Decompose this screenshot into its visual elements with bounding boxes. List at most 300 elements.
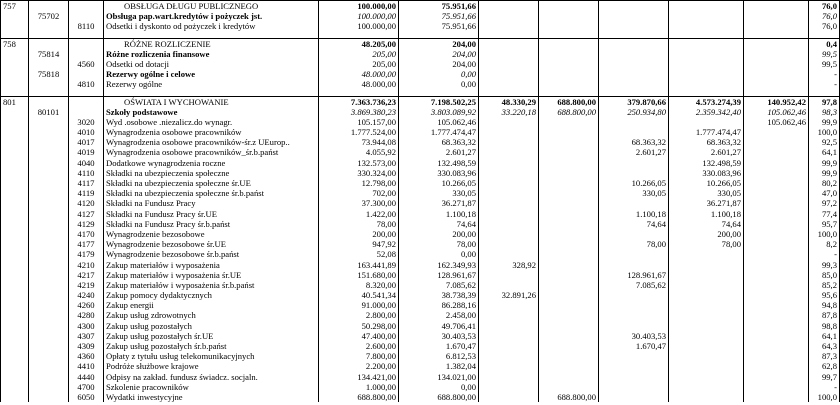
dzial-cell: [1, 361, 29, 371]
col10-cell: 105.062,46: [744, 107, 809, 117]
dzial-cell: [1, 382, 29, 392]
paragraph-row: [1, 372, 840, 382]
dzial-cell: [1, 372, 29, 382]
col8-cell: [599, 49, 669, 59]
rozdzial-cell: [29, 137, 69, 147]
paragraf-cell: [69, 1, 104, 12]
col9-cell: [669, 49, 744, 59]
col9-cell: [669, 38, 744, 49]
rozdzial-cell: [29, 260, 69, 270]
paragraf-cell: 4280: [69, 310, 104, 320]
col9-cell: 10.266,05: [669, 178, 744, 188]
name-cell: Podróże służbowe krajowe: [104, 361, 319, 371]
wykonanie-cell: 36.271,87: [399, 198, 479, 208]
plan-cell: 688.800,00: [319, 392, 399, 402]
rozdzial-cell: [29, 38, 69, 49]
plan-cell: 100.000,00: [319, 21, 399, 31]
col6-cell: [479, 188, 539, 198]
col6-cell: 48.330,29: [479, 96, 539, 107]
col10-cell: [744, 229, 809, 239]
wykonanie-cell: 105.062,46: [399, 117, 479, 127]
col9-cell: [669, 300, 744, 310]
col7-cell: [539, 11, 599, 21]
col6-cell: [479, 178, 539, 188]
col9-cell: 132.498,59: [669, 158, 744, 168]
name-cell: Zakup materiałów i wyposażenia śr.b.państ: [104, 280, 319, 290]
paragraf-cell: 4017: [69, 137, 104, 147]
dzial-cell: [1, 178, 29, 188]
wykonanie-cell: 204,00: [399, 59, 479, 69]
budget-table-body: [1, 1, 840, 403]
plan-cell: 134.421,00: [319, 372, 399, 382]
col8-cell: 1.100,18: [599, 209, 669, 219]
dzial-cell: [1, 198, 29, 208]
percent-cell: 87,8: [809, 310, 840, 320]
plan-cell: 2.800,00: [319, 310, 399, 320]
wykonanie-cell: 7.198.502,25: [399, 96, 479, 107]
plan-cell: 48.205,00: [319, 38, 399, 49]
percent-cell: 100,0: [809, 229, 840, 239]
col6-cell: [479, 11, 539, 21]
rozdzial-cell: [29, 188, 69, 198]
percent-cell: 76,0: [809, 21, 840, 31]
paragraf-cell: 4127: [69, 209, 104, 219]
paragraf-cell: [69, 11, 104, 21]
percent-cell: 47,0: [809, 188, 840, 198]
col9-cell: 330,05: [669, 188, 744, 198]
wykonanie-cell: 68.363,32: [399, 137, 479, 147]
col6-cell: [479, 168, 539, 178]
plan-cell: 105.157,00: [319, 117, 399, 127]
plan-cell: 2.600,00: [319, 341, 399, 351]
col9-cell: [669, 270, 744, 280]
col8-cell: [599, 260, 669, 270]
rozdzial-cell: [29, 1, 69, 12]
col7-cell: [539, 260, 599, 270]
paragraf-cell: 4120: [69, 198, 104, 208]
paragraph-row: [1, 310, 840, 320]
plan-cell: 200,00: [319, 229, 399, 239]
col8-cell: [599, 310, 669, 320]
col8-cell: [599, 79, 669, 89]
dzial-cell: 801: [1, 96, 29, 107]
percent-cell: 92,5: [809, 137, 840, 147]
percent-cell: 80,2: [809, 178, 840, 188]
name-cell: Odpisy na zakład. fundusz świadcz. socjaln.: [104, 372, 319, 382]
plan-cell: 205,00: [319, 49, 399, 59]
rozdzial-cell: [29, 300, 69, 310]
col10-cell: [744, 331, 809, 341]
name-cell: Zakup usług pozostałych: [104, 321, 319, 331]
col9-cell: 36.271,87: [669, 198, 744, 208]
rozdzial-cell: [29, 290, 69, 300]
col10-cell: [744, 300, 809, 310]
percent-cell: 95,7: [809, 219, 840, 229]
rozdzial-cell: [29, 372, 69, 382]
paragraph-row: [1, 59, 840, 69]
dzial-cell: [1, 127, 29, 137]
col9-cell: [669, 382, 744, 392]
col7-cell: [539, 137, 599, 147]
col9-cell: [669, 331, 744, 341]
col7-cell: [539, 209, 599, 219]
col8-cell: 330,05: [599, 188, 669, 198]
col6-cell: [479, 372, 539, 382]
col9-cell: 1.100,18: [669, 209, 744, 219]
dzial-cell: 757: [1, 1, 29, 12]
percent-cell: 76,0: [809, 1, 840, 12]
col9-cell: 330.083,96: [669, 168, 744, 178]
col8-cell: [599, 127, 669, 137]
col10-cell: [744, 11, 809, 21]
dzial-cell: [1, 290, 29, 300]
col9-cell: 2.601,27: [669, 147, 744, 157]
paragraf-cell: 4410: [69, 361, 104, 371]
col7-cell: [539, 290, 599, 300]
col10-cell: [744, 341, 809, 351]
paragraph-row: [1, 260, 840, 270]
col7-cell: [539, 1, 599, 12]
percent-cell: -: [809, 249, 840, 259]
rozdzial-cell: [29, 392, 69, 402]
rozdzial-cell: [29, 321, 69, 331]
col6-cell: [479, 21, 539, 31]
paragraf-cell: 4019: [69, 147, 104, 157]
col7-cell: [539, 321, 599, 331]
col7-cell: [539, 280, 599, 290]
rozdzial-cell: 80101: [29, 107, 69, 117]
col8-cell: [599, 229, 669, 239]
paragraph-row: [1, 198, 840, 208]
percent-cell: 99,5: [809, 59, 840, 69]
dzial-cell: [1, 69, 29, 79]
col7-cell: [539, 229, 599, 239]
paragraph-row: [1, 392, 840, 402]
name-cell: Wynagrodzenia osobowe pracowników: [104, 127, 319, 137]
rozdzial-cell: [29, 280, 69, 290]
col7-cell: [539, 239, 599, 249]
percent-cell: 64,3: [809, 341, 840, 351]
paragraph-row: [1, 127, 840, 137]
col7-cell: [539, 49, 599, 59]
col10-cell: [744, 280, 809, 290]
dzial-cell: [1, 117, 29, 127]
percent-cell: -: [809, 382, 840, 392]
wykonanie-cell: 75.951,66: [399, 21, 479, 31]
col9-cell: [669, 372, 744, 382]
col10-cell: [744, 219, 809, 229]
plan-cell: 52,08: [319, 249, 399, 259]
dzial-cell: [1, 270, 29, 280]
col8-cell: [599, 351, 669, 361]
rozdzial-cell: [29, 198, 69, 208]
col9-cell: [669, 260, 744, 270]
col7-cell: [539, 38, 599, 49]
rozdzial-cell: [29, 341, 69, 351]
paragraph-row: [1, 280, 840, 290]
plan-cell: 47.400,00: [319, 331, 399, 341]
col6-cell: [479, 321, 539, 331]
name-cell: Zakup energii: [104, 300, 319, 310]
percent-cell: 87,3: [809, 351, 840, 361]
rozdzial-cell: [29, 209, 69, 219]
paragraf-cell: [69, 107, 104, 117]
name-cell: OŚWIATA I WYCHOWANIE: [104, 96, 319, 107]
col10-cell: [744, 147, 809, 157]
plan-cell: 8.320,00: [319, 280, 399, 290]
percent-cell: 64,1: [809, 331, 840, 341]
paragraph-row: [1, 158, 840, 168]
dzial-cell: [1, 341, 29, 351]
dzial-cell: [1, 280, 29, 290]
wykonanie-cell: 30.403,53: [399, 331, 479, 341]
col6-cell: [479, 280, 539, 290]
wykonanie-cell: 1.382,04: [399, 361, 479, 371]
col6-cell: [479, 147, 539, 157]
col8-cell: [599, 21, 669, 31]
name-cell: OBSŁUGA DŁUGU PUBLICZNEGO: [104, 1, 319, 12]
paragraph-row: [1, 351, 840, 361]
paragraf-cell: 8110: [69, 21, 104, 31]
col9-cell: 2.359.342,40: [669, 107, 744, 117]
paragraf-cell: 4170: [69, 229, 104, 239]
col8-cell: [599, 198, 669, 208]
col7-cell: [539, 188, 599, 198]
wykonanie-cell: 128.961,67: [399, 270, 479, 280]
col8-cell: 128.961,67: [599, 270, 669, 280]
paragraph-row: [1, 249, 840, 259]
paragraph-row: [1, 79, 840, 89]
dzial-cell: [1, 260, 29, 270]
dzial-cell: [1, 239, 29, 249]
rozdzial-cell: [29, 219, 69, 229]
plan-cell: 1.777.524,00: [319, 127, 399, 137]
col10-cell: [744, 239, 809, 249]
col10-cell: [744, 361, 809, 371]
plan-cell: 947,92: [319, 239, 399, 249]
plan-cell: 1.000,00: [319, 382, 399, 392]
col6-cell: [479, 351, 539, 361]
col8-cell: [599, 158, 669, 168]
col9-cell: 200,00: [669, 229, 744, 239]
col10-cell: [744, 127, 809, 137]
col7-cell: [539, 127, 599, 137]
dzial-cell: [1, 331, 29, 341]
col8-cell: [599, 372, 669, 382]
col9-cell: 74,64: [669, 219, 744, 229]
wykonanie-cell: 3.803.089,92: [399, 107, 479, 117]
rozdzial-cell: [29, 178, 69, 188]
name-cell: Obsługa pap.wart.kredytów i pożyczek jst.: [104, 11, 319, 21]
dzial-cell: [1, 321, 29, 331]
wykonanie-cell: 1.670,47: [399, 341, 479, 351]
col8-cell: 30.403,53: [599, 331, 669, 341]
percent-cell: 98,8: [809, 321, 840, 331]
wykonanie-cell: 0,00: [399, 382, 479, 392]
wykonanie-cell: 0,00: [399, 69, 479, 79]
col10-cell: [744, 158, 809, 168]
col7-cell: [539, 178, 599, 188]
paragraf-cell: 4177: [69, 239, 104, 249]
col8-cell: [599, 168, 669, 178]
col8-cell: [599, 392, 669, 402]
col10-cell: [744, 69, 809, 79]
col6-cell: [479, 59, 539, 69]
name-cell: Opłaty z tytułu usług telekomunikacyjnych: [104, 351, 319, 361]
rozdzial-cell: [29, 382, 69, 392]
col7-cell: [539, 198, 599, 208]
col10-cell: [744, 290, 809, 300]
col8-cell: 68.363,32: [599, 137, 669, 147]
col10-cell: 140.952,42: [744, 96, 809, 107]
col10-cell: [744, 270, 809, 280]
dzial-cell: [1, 351, 29, 361]
paragraf-cell: 4810: [69, 79, 104, 89]
col7-cell: [539, 382, 599, 392]
col10-cell: [744, 310, 809, 320]
dzial-cell: 758: [1, 38, 29, 49]
name-cell: Składki na ubezpieczenia społeczne śr.b.państ: [104, 188, 319, 198]
paragraph-row: [1, 219, 840, 229]
plan-cell: 205,00: [319, 59, 399, 69]
name-cell: Składki na ubezpieczenia społeczne śr.UE: [104, 178, 319, 188]
paragraf-cell: [69, 69, 104, 79]
wykonanie-cell: 688.800,00: [399, 392, 479, 402]
col7-cell: [539, 147, 599, 157]
col6-cell: [479, 79, 539, 89]
name-cell: Zakup pomocy dydaktycznych: [104, 290, 319, 300]
name-cell: Wynagrodzenia osobowe pracowników_śr.b.państ: [104, 147, 319, 157]
paragraph-row: [1, 209, 840, 219]
paragraf-cell: 4360: [69, 351, 104, 361]
rozdzial-cell: 75814: [29, 49, 69, 59]
paragraph-row: [1, 117, 840, 127]
wykonanie-cell: 132.498,59: [399, 158, 479, 168]
name-cell: Składki na Fundusz Pracy śr.UE: [104, 209, 319, 219]
col8-cell: 2.601,27: [599, 147, 669, 157]
wykonanie-cell: 78,00: [399, 239, 479, 249]
rozdzial-cell: [29, 270, 69, 280]
rozdzial-cell: [29, 21, 69, 31]
col6-cell: [479, 382, 539, 392]
col6-cell: [479, 127, 539, 137]
name-cell: Wynagrodzenia osobowe pracowników-śr.z UEurop..: [104, 137, 319, 147]
chapter-row: [1, 11, 840, 21]
col6-cell: [479, 310, 539, 320]
paragraph-row: [1, 239, 840, 249]
paragraf-cell: 4210: [69, 260, 104, 270]
wykonanie-cell: 1.777.474,47: [399, 127, 479, 137]
col9-cell: [669, 341, 744, 351]
dzial-cell: [1, 209, 29, 219]
col8-cell: [599, 117, 669, 127]
paragraph-row: [1, 270, 840, 280]
paragraf-cell: [69, 38, 104, 49]
wykonanie-cell: 330,05: [399, 188, 479, 198]
name-cell: Zakup usług pozostałych śr.UE: [104, 331, 319, 341]
col6-cell: [479, 300, 539, 310]
rozdzial-cell: 75702: [29, 11, 69, 21]
paragraf-cell: 4179: [69, 249, 104, 259]
chapter-row: [1, 107, 840, 117]
dzial-cell: [1, 300, 29, 310]
dzial-cell: [1, 219, 29, 229]
col10-cell: [744, 321, 809, 331]
col6-cell: 32.891,26: [479, 290, 539, 300]
rozdzial-cell: [29, 59, 69, 69]
col7-cell: [539, 158, 599, 168]
name-cell: Składki na Fundusz Pracy: [104, 198, 319, 208]
name-cell: RÓŻNE ROZLICZENIE: [104, 38, 319, 49]
dzial-cell: [1, 21, 29, 31]
plan-cell: 37.300,00: [319, 198, 399, 208]
paragraf-cell: 4110: [69, 168, 104, 178]
paragraf-cell: 4219: [69, 280, 104, 290]
percent-cell: -: [809, 69, 840, 79]
dzial-cell: [1, 147, 29, 157]
name-cell: Wynagrodzenie bezosobowe śr.b.państ: [104, 249, 319, 259]
col7-cell: [539, 59, 599, 69]
col8-cell: [599, 11, 669, 21]
col9-cell: [669, 361, 744, 371]
col7-cell: [539, 361, 599, 371]
wykonanie-cell: 75.951,66: [399, 11, 479, 21]
percent-cell: 97,8: [809, 96, 840, 107]
col9-cell: 1.777.474,47: [669, 127, 744, 137]
col6-cell: [479, 219, 539, 229]
col9-cell: 4.573.274,39: [669, 96, 744, 107]
name-cell: Różne rozliczenia finansowe: [104, 49, 319, 59]
col7-cell: [539, 69, 599, 79]
col8-cell: [599, 59, 669, 69]
wykonanie-cell: 38.738,39: [399, 290, 479, 300]
col7-cell: [539, 351, 599, 361]
rozdzial-cell: [29, 79, 69, 89]
col6-cell: [479, 1, 539, 12]
plan-cell: 100.000,00: [319, 1, 399, 12]
paragraph-row: [1, 321, 840, 331]
col9-cell: [669, 249, 744, 259]
col8-cell: [599, 69, 669, 79]
rozdzial-cell: [29, 331, 69, 341]
wykonanie-cell: 2.458,00: [399, 310, 479, 320]
wykonanie-cell: 10.266,05: [399, 178, 479, 188]
col9-cell: [669, 21, 744, 31]
paragraph-row: [1, 341, 840, 351]
col7-cell: 688.800,00: [539, 392, 599, 402]
name-cell: Wyd .osobowe .niezalicz.do wynagr.: [104, 117, 319, 127]
col7-cell: 688.800,00: [539, 96, 599, 107]
col8-cell: [599, 300, 669, 310]
rozdzial-cell: [29, 310, 69, 320]
paragraf-cell: 4240: [69, 290, 104, 300]
percent-cell: 99,5: [809, 49, 840, 59]
paragraf-cell: [69, 49, 104, 59]
name-cell: Zakup usług zdrowotnych: [104, 310, 319, 320]
col10-cell: [744, 382, 809, 392]
wykonanie-cell: 86.288,16: [399, 300, 479, 310]
name-cell: Wynagrodzenie bezosobowe: [104, 229, 319, 239]
plan-cell: 50.298,00: [319, 321, 399, 331]
col10-cell: [744, 198, 809, 208]
col8-cell: 10.266,05: [599, 178, 669, 188]
percent-cell: 99,3: [809, 260, 840, 270]
plan-cell: 3.869.380,23: [319, 107, 399, 117]
plan-cell: 48.000,00: [319, 69, 399, 79]
col9-cell: [669, 69, 744, 79]
col6-cell: [479, 158, 539, 168]
plan-cell: 4.055,92: [319, 147, 399, 157]
